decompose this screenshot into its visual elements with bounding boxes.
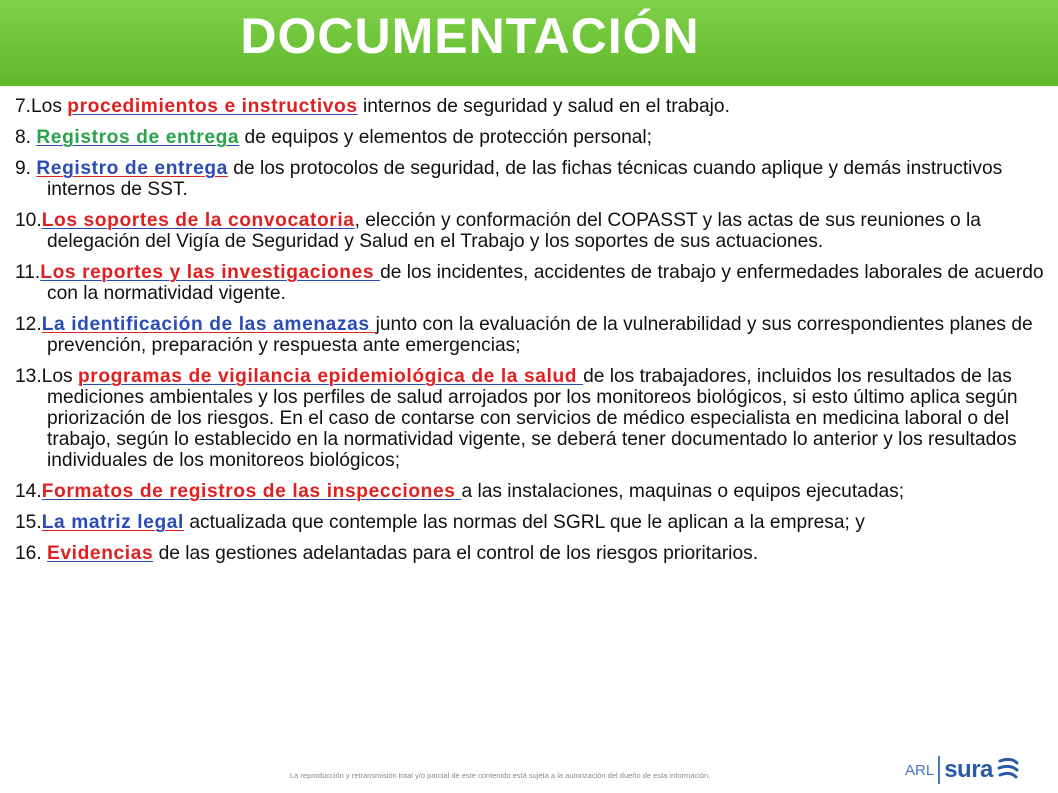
logo-divider [938, 756, 940, 784]
item-text: a las instalaciones, maquinas o equipos ejecutadas; [461, 481, 905, 502]
item-prefix: 10. [15, 210, 42, 231]
arl-sura-logo [905, 752, 1019, 788]
item-text: internos de seguridad y salud en el trabajo. [357, 96, 730, 117]
logo-brand-text: sura [944, 756, 993, 783]
item-prefix: 8. [15, 127, 37, 148]
page-title: DOCUMENTACIÓN [240, 8, 700, 64]
item-text: de las gestiones adelantadas para el control de los riesgos prioritarios. [153, 543, 759, 564]
highlighted-term: Los soportes de la convocatoria [41, 210, 355, 231]
item-text: , elección y conformación del COPASST y las actas de sus reuniones o la delegación del Vigía de Seguridad y Salud en el Trabajo y los soportes de sus actuaciones. [47, 210, 981, 252]
item-text: junto con la evaluación de la vulnerabilidad y sus correspondientes planes de prevención, preparación y respuesta ante emergencias; [47, 314, 1033, 356]
list-item [15, 262, 1045, 304]
highlighted-term: La matriz legal [41, 512, 184, 533]
item-prefix: 9. [15, 158, 37, 179]
highlighted-term: procedimientos e instructivos [67, 96, 358, 117]
list-item [15, 481, 1045, 502]
list-item [15, 158, 1045, 200]
list-item [15, 96, 1045, 117]
sura-swoosh-icon [997, 755, 1019, 785]
item-text: de los protocolos de seguridad, de las fichas técnicas cuando aplique y demás instructivos internos de SST. [47, 158, 1003, 200]
list-item [15, 366, 1045, 471]
item-prefix: 16. [15, 543, 48, 564]
list-item [15, 314, 1045, 356]
document-body [15, 96, 1045, 574]
highlighted-term: Registros de entrega [36, 127, 240, 148]
highlighted-term: La identificación de las amenazas [41, 314, 376, 335]
list-item [15, 543, 1045, 564]
item-prefix: 13.Los [15, 366, 78, 387]
list-item [15, 512, 1045, 533]
item-text: de equipos y elementos de protección personal; [239, 127, 653, 148]
footer-disclaimer: La reproducción y retransmisión total y/o parcial de este contenido está sujeta a la autorización del dueño de esta información. [290, 771, 711, 780]
item-prefix: 14. [15, 481, 42, 502]
item-prefix: 11. [15, 262, 41, 283]
highlighted-term: Registro de entrega [36, 158, 228, 179]
highlighted-term: Los reportes y las investigaciones [40, 262, 381, 283]
highlighted-term: Formatos de registros de las inspecciones [41, 481, 462, 502]
list-item [15, 127, 1045, 148]
item-text: de los incidentes, accidentes de trabajo y enfermedades laborales de acuerdo con la normatividad vigente. [47, 262, 1044, 304]
list-item [15, 210, 1045, 252]
item-text: de los trabajadores, incluidos los resultados de las mediciones ambientales y los perfiles de salud arrojados por los monitoreos biológicos, si esto último aplica según priorización de los riesgos. En el caso de contarse con servicios de médico especialista en medicina laboral o del trabajo, según lo establecido en la normatividad vigente, se deberá tener documentado lo anterior y los resultados individuales de los monitoreos biológicos; [47, 366, 1018, 471]
item-prefix: 12. [15, 314, 42, 335]
item-prefix: 15. [15, 512, 42, 533]
highlighted-term: Evidencias [47, 543, 154, 564]
logo-arl-text: ARL [905, 761, 935, 779]
item-text: actualizada que contemple las normas del SGRL que le aplican a la empresa; y [183, 512, 865, 533]
highlighted-term: programas de vigilancia epidemiológica de la salud [77, 366, 584, 387]
item-prefix: 7.Los [15, 96, 68, 117]
